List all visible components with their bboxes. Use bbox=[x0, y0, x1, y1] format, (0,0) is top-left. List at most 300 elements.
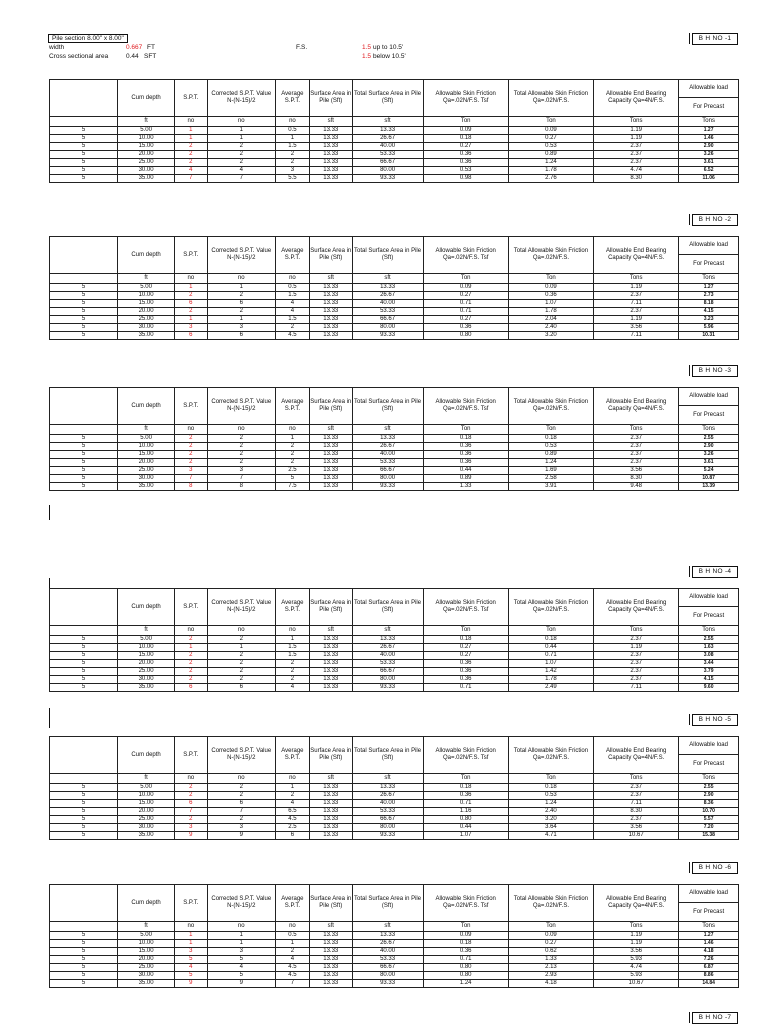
table-cell: 40.00 bbox=[352, 948, 423, 956]
table-cell: 20.00 bbox=[118, 808, 175, 816]
unit-cell: no bbox=[207, 922, 275, 932]
table-cell: 1 bbox=[207, 284, 275, 292]
table-cell: 1.07 bbox=[423, 832, 508, 840]
column-header-allowable-load: Allowable load bbox=[679, 737, 739, 755]
table-cell: 7.5 bbox=[275, 483, 309, 491]
table-cell: 13.33 bbox=[309, 459, 352, 467]
column-header-total-skin: Total Allowable Skin Friction Qa=.02N/F.S. bbox=[508, 388, 593, 425]
table-cell: 13.33 bbox=[309, 151, 352, 159]
table-cell: 7 bbox=[175, 808, 208, 816]
table-cell: 1 bbox=[207, 127, 275, 135]
table-cell: 1.24 bbox=[508, 459, 593, 467]
table-cell: 1 bbox=[207, 644, 275, 652]
table-cell: 2 bbox=[175, 652, 208, 660]
table-cell: 1.19 bbox=[594, 135, 679, 143]
table-row bbox=[50, 167, 739, 175]
unit-cell: ft bbox=[118, 922, 175, 932]
table-cell: 5.93 bbox=[594, 972, 679, 980]
table-cell: 2 bbox=[207, 159, 275, 167]
table-cell: 0.36 bbox=[423, 660, 508, 668]
table-cell: 2.37 bbox=[594, 668, 679, 676]
table-cell: 1.24 bbox=[423, 980, 508, 988]
unit-cell: Ton bbox=[423, 425, 508, 435]
unit-cell: ft bbox=[118, 117, 175, 127]
table-cell: 2.40 bbox=[508, 324, 593, 332]
table-cell: 13.33 bbox=[309, 808, 352, 816]
table-cell: 0.89 bbox=[508, 151, 593, 159]
table-row bbox=[50, 808, 739, 816]
table-cell: 1.07 bbox=[508, 660, 593, 668]
table-cell: 2 bbox=[275, 676, 309, 684]
bh-label-1: B H NO -1 bbox=[692, 33, 738, 45]
table-cell: 2.90 bbox=[679, 143, 739, 151]
table-cell: 30.00 bbox=[118, 824, 175, 832]
unit-cell: Ton bbox=[508, 425, 593, 435]
table-cell: 5 bbox=[50, 644, 118, 652]
column-header-end-bearing: Allowable End Bearing Capacity Qa=4N/F.S. bbox=[594, 737, 679, 774]
unit-cell: ft bbox=[118, 774, 175, 784]
table-cell: 1 bbox=[207, 940, 275, 948]
table-cell: 1.42 bbox=[508, 668, 593, 676]
unit-cell: Tons bbox=[679, 626, 739, 636]
table-cell: 1.27 bbox=[679, 127, 739, 135]
table-row bbox=[50, 676, 739, 684]
table-cell: 5.00 bbox=[118, 284, 175, 292]
table-cell: 2 bbox=[207, 292, 275, 300]
table-cell: 2.90 bbox=[679, 792, 739, 800]
table-cell: 4 bbox=[207, 167, 275, 175]
table-cell: 8 bbox=[207, 483, 275, 491]
table-cell: 0.53 bbox=[508, 143, 593, 151]
column-header-end-bearing: Allowable End Bearing Capacity Qa=4N/F.S. bbox=[594, 388, 679, 425]
table-cell: 5 bbox=[50, 483, 118, 491]
table-cell: 0.27 bbox=[508, 940, 593, 948]
table-cell: 5 bbox=[50, 660, 118, 668]
table-cell: 5 bbox=[50, 159, 118, 167]
table-cell: 13.33 bbox=[309, 127, 352, 135]
table-cell: 2.5 bbox=[275, 824, 309, 832]
table-cell: 20.00 bbox=[118, 459, 175, 467]
unit-cell: no bbox=[275, 117, 309, 127]
column-header-for-precast: For Precast bbox=[679, 607, 739, 626]
table-cell: 9.48 bbox=[594, 483, 679, 491]
table-cell: 13.33 bbox=[352, 636, 423, 644]
table-row bbox=[50, 800, 739, 808]
table-cell: 0.89 bbox=[423, 475, 508, 483]
unit-cell: sft bbox=[352, 425, 423, 435]
table-cell: 25.00 bbox=[118, 159, 175, 167]
table-cell: 93.33 bbox=[352, 684, 423, 692]
table-cell: 25.00 bbox=[118, 467, 175, 475]
column-header-average: Average S.P.T. bbox=[275, 589, 309, 626]
table-cell: 0.44 bbox=[508, 644, 593, 652]
table-cell: 2 bbox=[207, 652, 275, 660]
column-header-corrected: Corrected S.P.T. Value N-(N-15)/2 bbox=[207, 237, 275, 274]
table-cell: 5.5 bbox=[275, 175, 309, 183]
bh-label-7: B H NO -7 bbox=[692, 1012, 738, 1024]
table-cell: 1.78 bbox=[508, 167, 593, 175]
table-cell: 2.37 bbox=[594, 151, 679, 159]
table-cell: 5 bbox=[50, 135, 118, 143]
table-cell: 0.71 bbox=[423, 800, 508, 808]
table-cell: 5 bbox=[50, 684, 118, 692]
pile-section-label: Pile section bbox=[52, 35, 86, 42]
table-cell: 1.19 bbox=[594, 932, 679, 940]
table-cell: 1 bbox=[175, 940, 208, 948]
table-cell: 2 bbox=[275, 451, 309, 459]
table-row bbox=[50, 932, 739, 940]
bh-label-6: B H NO -6 bbox=[692, 862, 738, 874]
unit-cell: Tons bbox=[679, 117, 739, 127]
table-cell: 26.67 bbox=[352, 292, 423, 300]
table-row bbox=[50, 475, 739, 483]
table-cell: 3.61 bbox=[679, 159, 739, 167]
pile-section-value: 8.00" x 8.00" bbox=[87, 35, 124, 42]
table-cell: 2.37 bbox=[594, 636, 679, 644]
table-cell: 1.78 bbox=[508, 308, 593, 316]
table-cell: 6 bbox=[175, 684, 208, 692]
unit-cell: no bbox=[275, 774, 309, 784]
column-header-cum-depth: Cum depth bbox=[118, 885, 175, 922]
table-cell: 4.74 bbox=[594, 167, 679, 175]
table-cell: 5 bbox=[50, 816, 118, 824]
table-cell: 10.67 bbox=[594, 980, 679, 988]
unit-cell: no bbox=[207, 117, 275, 127]
table-cell: 2.37 bbox=[594, 652, 679, 660]
column-header-average: Average S.P.T. bbox=[275, 80, 309, 117]
column-header-total-skin: Total Allowable Skin Friction Qa=.02N/F.S. bbox=[508, 237, 593, 274]
table-cell: 13.39 bbox=[679, 483, 739, 491]
table-cell: 6 bbox=[207, 684, 275, 692]
column-header-total-skin: Total Allowable Skin Friction Qa=.02N/F.S. bbox=[508, 737, 593, 774]
column-header-spt: S.P.T. bbox=[175, 589, 208, 626]
table-cell: 8.18 bbox=[679, 300, 739, 308]
table-cell: 2 bbox=[175, 435, 208, 443]
column-header-total-surface: Total Surface Area in Pile (Sft) bbox=[352, 737, 423, 774]
table-cell: 1.19 bbox=[594, 316, 679, 324]
table-cell: 4 bbox=[275, 956, 309, 964]
table-cell: 2.49 bbox=[508, 684, 593, 692]
table-cell: 10.67 bbox=[594, 832, 679, 840]
table-cell: 13.33 bbox=[309, 932, 352, 940]
table-cell: 93.33 bbox=[352, 483, 423, 491]
unit-cell: sft bbox=[309, 774, 352, 784]
table-cell: 93.33 bbox=[352, 332, 423, 340]
table-cell: 53.33 bbox=[352, 308, 423, 316]
table-row bbox=[50, 956, 739, 964]
unit-cell: no bbox=[207, 425, 275, 435]
table-cell: 3.56 bbox=[594, 467, 679, 475]
table-cell: 3.64 bbox=[508, 824, 593, 832]
table-cell: 3.20 bbox=[508, 816, 593, 824]
table-cell: 5 bbox=[50, 167, 118, 175]
table-cell: 13.33 bbox=[309, 451, 352, 459]
table-cell: 5 bbox=[50, 800, 118, 808]
table-cell: 2 bbox=[175, 151, 208, 159]
table-cell: 2 bbox=[207, 792, 275, 800]
column-header-corrected: Corrected S.P.T. Value N-(N-15)/2 bbox=[207, 885, 275, 922]
blank-header bbox=[50, 388, 118, 425]
table-cell: 13.33 bbox=[352, 284, 423, 292]
table-cell: 13.33 bbox=[309, 435, 352, 443]
column-header-skin-friction: Allowable Skin Friction Qa=.02N/F.S. Tsf bbox=[423, 237, 508, 274]
bh-table bbox=[49, 884, 739, 988]
table-cell: 13.33 bbox=[309, 940, 352, 948]
unit-cell: Ton bbox=[508, 117, 593, 127]
table-cell: 15.38 bbox=[679, 832, 739, 840]
table-cell: 1 bbox=[275, 636, 309, 644]
unit-cell: Ton bbox=[508, 626, 593, 636]
column-header-cum-depth: Cum depth bbox=[118, 80, 175, 117]
table-cell: 0.53 bbox=[508, 443, 593, 451]
column-header-skin-friction: Allowable Skin Friction Qa=.02N/F.S. Tsf bbox=[423, 589, 508, 626]
table-cell: 13.33 bbox=[309, 159, 352, 167]
table-cell: 6 bbox=[175, 800, 208, 808]
table-cell: 4.71 bbox=[508, 832, 593, 840]
table-cell: 2 bbox=[175, 792, 208, 800]
unit-cell: sft bbox=[309, 117, 352, 127]
table-cell: 5 bbox=[50, 808, 118, 816]
table-cell: 13.33 bbox=[309, 316, 352, 324]
unit-cell: sft bbox=[352, 774, 423, 784]
table-cell: 1 bbox=[275, 940, 309, 948]
table-cell: 13.33 bbox=[309, 308, 352, 316]
table-cell: 2.37 bbox=[594, 660, 679, 668]
table-cell: 2 bbox=[275, 443, 309, 451]
table-cell: 2.13 bbox=[508, 964, 593, 972]
bh-label-3: B H NO -3 bbox=[692, 365, 738, 377]
table-cell: 3.61 bbox=[679, 459, 739, 467]
table-row bbox=[50, 684, 739, 692]
table-cell: 7.11 bbox=[594, 684, 679, 692]
table-cell: 66.67 bbox=[352, 159, 423, 167]
table-cell: 2.55 bbox=[679, 435, 739, 443]
table-cell: 35.00 bbox=[118, 483, 175, 491]
table-cell: 13.33 bbox=[309, 800, 352, 808]
table-cell: 2 bbox=[207, 143, 275, 151]
table-cell: 2 bbox=[275, 792, 309, 800]
column-header-total-skin: Total Allowable Skin Friction Qa=.02N/F.S. bbox=[508, 589, 593, 626]
table-cell: 5.00 bbox=[118, 932, 175, 940]
column-header-spt: S.P.T. bbox=[175, 388, 208, 425]
table-cell: 2.40 bbox=[508, 808, 593, 816]
table-cell: 15.00 bbox=[118, 800, 175, 808]
table-cell: 1.69 bbox=[508, 467, 593, 475]
fs-2-value: 1.5 bbox=[362, 53, 372, 60]
column-header-spt: S.P.T. bbox=[175, 237, 208, 274]
unit-cell: ft bbox=[118, 274, 175, 284]
table-cell: 6 bbox=[207, 332, 275, 340]
table-cell: 5 bbox=[50, 964, 118, 972]
table-row bbox=[50, 948, 739, 956]
table-cell: 5 bbox=[50, 332, 118, 340]
unit-cell: sft bbox=[352, 626, 423, 636]
table-cell: 5.93 bbox=[594, 956, 679, 964]
table-cell: 2.93 bbox=[508, 972, 593, 980]
table-cell: 40.00 bbox=[352, 143, 423, 151]
unit-cell: sft bbox=[352, 117, 423, 127]
table-row bbox=[50, 135, 739, 143]
table-cell: 2 bbox=[207, 459, 275, 467]
table-cell: 0.53 bbox=[423, 167, 508, 175]
table-cell: 13.33 bbox=[309, 980, 352, 988]
table-cell: 2 bbox=[175, 660, 208, 668]
table-cell: 1 bbox=[175, 135, 208, 143]
unit-cell: sft bbox=[309, 425, 352, 435]
table-cell: 0.71 bbox=[423, 956, 508, 964]
unit-cell: Tons bbox=[594, 626, 679, 636]
table-cell: 2 bbox=[207, 451, 275, 459]
table-cell: 0.36 bbox=[423, 459, 508, 467]
unit-cell: Tons bbox=[679, 774, 739, 784]
blank-header bbox=[50, 885, 118, 922]
table-cell: 2 bbox=[175, 676, 208, 684]
column-header-for-precast: For Precast bbox=[679, 255, 739, 274]
unit-cell: sft bbox=[352, 274, 423, 284]
table-cell: 5 bbox=[175, 956, 208, 964]
table-cell: 2 bbox=[275, 151, 309, 159]
table-cell: 9 bbox=[175, 832, 208, 840]
table-cell: 66.67 bbox=[352, 467, 423, 475]
unit-cell: no bbox=[175, 425, 208, 435]
table-cell: 20.00 bbox=[118, 660, 175, 668]
table-cell: 10.00 bbox=[118, 443, 175, 451]
table-cell: 0.27 bbox=[423, 644, 508, 652]
blank-header bbox=[50, 589, 118, 626]
unit-cell: no bbox=[275, 425, 309, 435]
table-cell: 2 bbox=[175, 159, 208, 167]
table-cell: 40.00 bbox=[352, 451, 423, 459]
table-cell: 2.37 bbox=[594, 443, 679, 451]
table-cell: 2 bbox=[275, 668, 309, 676]
table-cell: 5.00 bbox=[118, 435, 175, 443]
table-cell: 13.33 bbox=[352, 127, 423, 135]
unit-cell: Ton bbox=[423, 626, 508, 636]
table-cell: 5 bbox=[50, 475, 118, 483]
table-cell: 13.33 bbox=[309, 676, 352, 684]
table-cell: 6 bbox=[175, 332, 208, 340]
table-cell: 2.04 bbox=[508, 316, 593, 324]
table-cell: 3 bbox=[175, 324, 208, 332]
bh-table bbox=[49, 387, 739, 491]
table-cell: 10.00 bbox=[118, 792, 175, 800]
table-cell: 5 bbox=[50, 284, 118, 292]
table-cell: 25.00 bbox=[118, 316, 175, 324]
blank-header bbox=[50, 80, 118, 117]
fs-label: F.S. bbox=[296, 44, 308, 51]
column-header-skin-friction: Allowable Skin Friction Qa=.02N/F.S. Tsf bbox=[423, 80, 508, 117]
unit-cell: Tons bbox=[594, 274, 679, 284]
margin-line bbox=[49, 708, 50, 728]
table-cell: 53.33 bbox=[352, 151, 423, 159]
blank-unit bbox=[50, 922, 118, 932]
table-cell: 5 bbox=[50, 467, 118, 475]
table-cell: 1.19 bbox=[594, 644, 679, 652]
table-cell: 0.71 bbox=[423, 300, 508, 308]
table-cell: 35.00 bbox=[118, 332, 175, 340]
table-cell: 2 bbox=[175, 308, 208, 316]
table-cell: 0.18 bbox=[423, 784, 508, 792]
table-cell: 2.37 bbox=[594, 143, 679, 151]
bh-table bbox=[49, 736, 739, 840]
table-cell: 0.36 bbox=[423, 668, 508, 676]
column-header-average: Average S.P.T. bbox=[275, 737, 309, 774]
unit-cell: sft bbox=[309, 922, 352, 932]
table-cell: 80.00 bbox=[352, 824, 423, 832]
unit-cell: Tons bbox=[679, 274, 739, 284]
table-cell: 20.00 bbox=[118, 956, 175, 964]
table-cell: 15.00 bbox=[118, 300, 175, 308]
column-header-end-bearing: Allowable End Bearing Capacity Qa=4N/F.S. bbox=[594, 237, 679, 274]
table-cell: 2.37 bbox=[594, 676, 679, 684]
table-cell: 1 bbox=[207, 316, 275, 324]
table-cell: 1.24 bbox=[508, 800, 593, 808]
table-cell: 0.98 bbox=[423, 175, 508, 183]
table-cell: 2.73 bbox=[679, 292, 739, 300]
table-cell: 13.33 bbox=[352, 932, 423, 940]
table-row bbox=[50, 644, 739, 652]
table-cell: 5 bbox=[50, 443, 118, 451]
table-cell: 0.36 bbox=[423, 676, 508, 684]
column-header-average: Average S.P.T. bbox=[275, 388, 309, 425]
column-header-total-surface: Total Surface Area in Pile (Sft) bbox=[352, 80, 423, 117]
table-cell: 2 bbox=[275, 159, 309, 167]
table-cell: 5 bbox=[50, 652, 118, 660]
table-cell: 30.00 bbox=[118, 167, 175, 175]
table-cell: 35.00 bbox=[118, 832, 175, 840]
table-cell: 2.37 bbox=[594, 816, 679, 824]
table-cell: 0.71 bbox=[508, 652, 593, 660]
unit-cell: Tons bbox=[679, 425, 739, 435]
table-cell: 10.31 bbox=[679, 332, 739, 340]
table-cell: 13.33 bbox=[309, 324, 352, 332]
table-cell: 0.80 bbox=[423, 964, 508, 972]
table-cell: 2.37 bbox=[594, 459, 679, 467]
column-header-corrected: Corrected S.P.T. Value N-(N-15)/2 bbox=[207, 388, 275, 425]
table-cell: 2 bbox=[275, 324, 309, 332]
table-cell: 1 bbox=[207, 932, 275, 940]
table-cell: 5 bbox=[50, 784, 118, 792]
table-cell: 66.67 bbox=[352, 668, 423, 676]
table-cell: 4.18 bbox=[679, 948, 739, 956]
bh-table bbox=[49, 79, 739, 183]
table-row bbox=[50, 784, 739, 792]
unit-cell: Ton bbox=[508, 774, 593, 784]
table-cell: 15.00 bbox=[118, 143, 175, 151]
unit-cell: Ton bbox=[423, 774, 508, 784]
table-cell: 5 bbox=[207, 956, 275, 964]
table-row bbox=[50, 636, 739, 644]
table-row bbox=[50, 792, 739, 800]
column-header-surface: Surface Area in Pile (Sft) bbox=[309, 589, 352, 626]
column-header-total-surface: Total Surface Area in Pile (Sft) bbox=[352, 589, 423, 626]
table-cell: 0.09 bbox=[423, 932, 508, 940]
table-cell: 5 bbox=[50, 676, 118, 684]
table-cell: 13.33 bbox=[309, 483, 352, 491]
table-cell: 1.16 bbox=[423, 808, 508, 816]
fs-1-text: up to 10.5' bbox=[373, 44, 404, 51]
table-cell: 3.91 bbox=[508, 483, 593, 491]
table-row bbox=[50, 459, 739, 467]
unit-cell: ft bbox=[118, 425, 175, 435]
table-cell: 0.09 bbox=[423, 284, 508, 292]
table-cell: 1 bbox=[275, 135, 309, 143]
table-cell: 2.37 bbox=[594, 451, 679, 459]
table-cell: 3.56 bbox=[594, 948, 679, 956]
table-row bbox=[50, 308, 739, 316]
table-cell: 5.96 bbox=[679, 324, 739, 332]
unit-cell: no bbox=[175, 626, 208, 636]
